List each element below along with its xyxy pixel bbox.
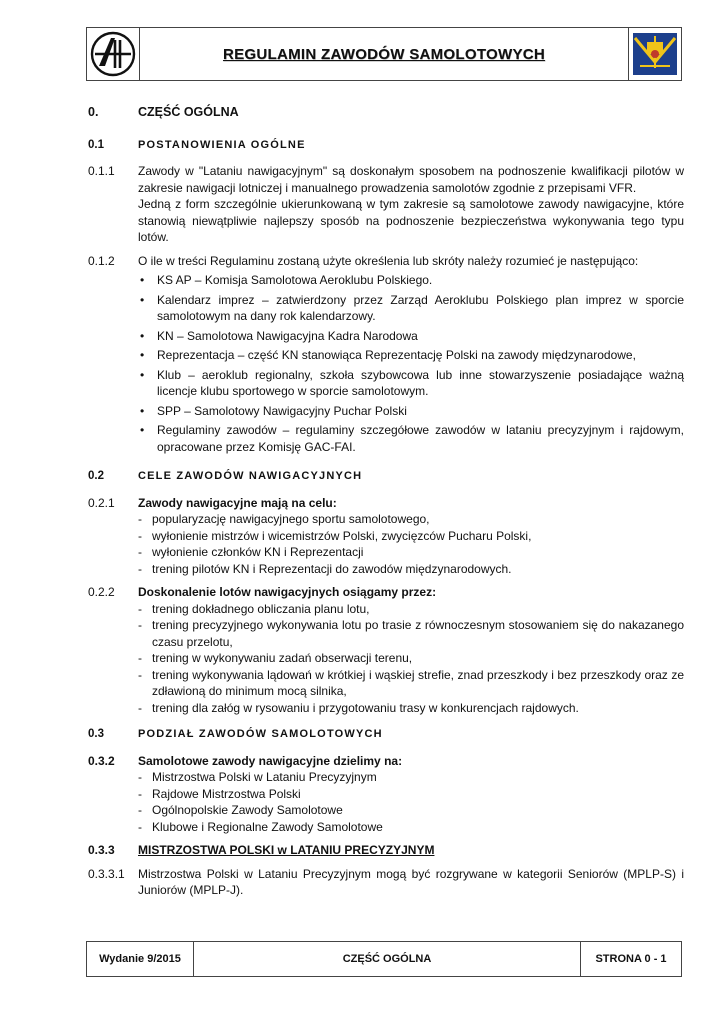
list-item-text: trening pilotów KN i Reprezentacji do zawodów międzynarodowych. [152, 561, 512, 576]
list-item: • KN – Samolotowa Nawigacyjna Kadra Narodowa [140, 328, 418, 343]
list-item-text: Mistrzostwa Polski w Lataniu Precyzyjnym [152, 770, 377, 784]
paragraph-number: 0.1.2 [88, 253, 115, 268]
list-item-text: Rajdowe Mistrzostwa Polski [152, 786, 301, 801]
paragraph-0-1-2 [88, 253, 684, 459]
list-item-text: trening wykonywania lądowań w krótkiej i wąskiej strefie, znad przeszkody i bez przeszkody oraz ze zdławioną do minimum mocą silnika, [152, 667, 684, 698]
list-item-text: Reprezentacja – część KN stanowiąca Reprezentację Polski na zawody międzynarodowe, [157, 348, 636, 362]
section-title: POSTANOWIENIA OGÓLNE [138, 138, 306, 151]
list-item: - Ogólnopolskie Zawody Samolotowe [138, 803, 343, 817]
paragraph-number: 0.1.1 [88, 164, 115, 178]
list-item: • KS AP – Komisja Samolotowa Aeroklubu Polskiego. [140, 273, 433, 287]
section-title: CZĘŚĆ OGÓLNA [138, 105, 239, 119]
section-number: 0.3 [88, 728, 104, 740]
paragraph-heading: Zawody nawigacyjne mają na celu: [138, 495, 337, 510]
list-item: - trening dokładnego obliczania planu lotu, [138, 601, 370, 616]
paragraph-text: Jedną z form szczególnie ukierunkowaną w tym zakresie są samolotowe zawody nawigacyjne, które stanowią niewątpliwie najlepszy sposób na podnoszenie bezpieczeństwa wykonywania tego typu lotów. [138, 197, 684, 244]
list-item-text: KN – Samolotowa Nawigacyjna Kadra Narodowa [157, 328, 418, 343]
paragraph-number: 0.3.3.1 [88, 866, 125, 881]
section-title: PODZIAŁ ZAWODÓW SAMOLOTOWYCH [138, 728, 383, 740]
document-body [88, 104, 684, 906]
aeroclub-logo [87, 28, 140, 80]
section-0-2-heading [88, 468, 684, 485]
list-item: • Reprezentacja – część KN stanowiąca Reprezentację Polski na zawody międzynarodowe, [140, 348, 636, 362]
list-item: - Rajdowe Mistrzostwa Polski [138, 786, 301, 801]
paragraph-text: Mistrzostwa Polski w Lataniu Precyzyjnym mogą być rozgrywane w kategorii Seniorów (MPLP-S) i Juniorów (MPLP-J). [138, 866, 684, 897]
list-item: • SPP – Samolotowy Nawigacyjny Puchar Polski [140, 403, 407, 418]
list-item: • Klub – aeroklub regionalny, szkoła szybowcowa lub inne stowarzyszenie posiadające ważną licencje klubu sportowego w sporcie samolotowym. [140, 367, 684, 398]
list-item: • Kalendarz imprez – zatwierdzony przez Zarząd Aeroklubu Polskiego plan imprez w sporcie samolotowym na dany rok kalendarzowy. [140, 292, 684, 323]
list-item-text: KS AP – Komisja Samolotowa Aeroklubu Polskiego. [157, 273, 433, 287]
paragraph-text: Zawody w "Lataniu nawigacyjnym" są doskonałym sposobem na podnoszenie kwalifikacji pilotów w zakresie nawigacji lotniczej i manualnego prowadzenia samolotów zgodnie z przepisami VFR. [138, 164, 684, 195]
paragraph-0-3-3-1 [88, 866, 684, 899]
section-number: 0.1 [88, 138, 104, 151]
list-item-text: Ogólnopolskie Zawody Samolotowe [152, 803, 343, 817]
page-header [86, 27, 682, 81]
paragraph-number: 0.3.3 [88, 843, 115, 857]
list-item: - wyłonienie członków KN i Reprezentacji [138, 545, 364, 559]
list-item-text: trening dokładnego obliczania planu lotu, [152, 601, 370, 616]
list-item: - Mistrzostwa Polski w Lataniu Precyzyjnym [138, 770, 377, 784]
list-item-text: Klub – aeroklub regionalny, szkoła szybowcowa lub inne stowarzyszenie posiadające ważną licencje klubu sportowego w sporcie samolotowym. [157, 367, 684, 398]
section-0-1-heading [88, 137, 684, 154]
list-item: • Regulaminy zawodów – regulaminy szczegółowe zawodów w lataniu precyzyjnym i rajdowym, opracowane przez Komisję GAC-FAI. [140, 423, 684, 454]
list-item: - popularyzację nawigacyjnego sportu samolotowego, [138, 512, 430, 526]
paragraph-heading: Samolotowe zawody nawigacyjne dzielimy na: [138, 753, 403, 768]
list-item-text: Regulaminy zawodów – regulaminy szczegółowe zawodów w lataniu precyzyjnym i rajdowym, opracowane przez Komisję GAC-FAI. [157, 423, 684, 454]
part-label: CZĘŚĆ OGÓLNA [194, 942, 581, 976]
section-number: 0.2 [88, 470, 104, 482]
list-item: - trening wykonywania lądowań w krótkiej i wąskiej strefie, znad przeszkody i bez przeszkody oraz ze zdławioną do minimum mocą silnika, [138, 667, 684, 698]
paragraph-0-2-2 [88, 584, 684, 716]
edition-label: Wydanie 9/2015 [87, 942, 194, 976]
paragraph-0-1-1 [88, 163, 684, 246]
paragraph-0-3-2 [88, 753, 684, 836]
list-item-text: popularyzację nawigacyjnego sportu samolotowego, [152, 512, 430, 526]
list-item-text: trening dla załóg w rysowaniu i przygotowaniu trasy w konkurencjach rajdowych. [152, 700, 579, 715]
paragraph-number: 0.2.1 [88, 495, 115, 510]
emblem-logo [628, 28, 681, 80]
paragraph-heading: MISTRZOSTWA POLSKI w LATANIU PRECYZYJNYM [138, 843, 435, 857]
section-0-3-heading [88, 726, 684, 743]
list-item: - trening pilotów KN i Reprezentacji do zawodów międzynarodowych. [138, 561, 512, 576]
emblem-icon [632, 32, 678, 76]
list-item-text: wyłonienie członków KN i Reprezentacji [152, 545, 364, 559]
list-item: - trening dla załóg w rysowaniu i przygotowaniu trasy w konkurencjach rajdowych. [138, 700, 579, 715]
list-item-text: Klubowe i Regionalne Zawody Samolotowe [152, 819, 383, 834]
paragraph-heading: Doskonalenie lotów nawigacyjnych osiągamy przez: [138, 585, 437, 599]
section-0-heading [88, 104, 684, 121]
section-title: CELE ZAWODÓW NAWIGACYJNYCH [138, 470, 363, 482]
list-item: - trening w wykonywaniu zadań obserwacji terenu, [138, 651, 413, 665]
list-item-text: Kalendarz imprez – zatwierdzony przez Zarząd Aeroklubu Polskiego plan imprez w sporcie samolotowym na dany rok kalendarzowy. [157, 292, 684, 323]
page-footer [86, 941, 682, 977]
list-item-text: wyłonienie mistrzów i wicemistrzów Polski, zwycięzców Pucharu Polski, [152, 528, 532, 543]
aeroclub-logo-icon [87, 28, 139, 80]
list-item: - trening precyzyjnego wykonywania lotu po trasie z równoczesnym stosowaniem się do nakazanego czasu przelotu, [138, 618, 684, 649]
paragraph-0-3-3 [88, 842, 684, 859]
list-item-text: SPP – Samolotowy Nawigacyjny Puchar Polski [157, 403, 407, 418]
paragraph-number: 0.2.2 [88, 585, 115, 599]
paragraph-number: 0.3.2 [88, 753, 115, 768]
section-number: 0. [88, 105, 99, 119]
list-item: - wyłonienie mistrzów i wicemistrzów Polski, zwycięzców Pucharu Polski, [138, 528, 532, 543]
paragraph-0-2-1 [88, 495, 684, 578]
paragraph-text: O ile w treści Regulaminu zostaną użyte określenia lub skróty należy rozumieć je następująco: [138, 253, 639, 268]
document-title: REGULAMIN ZAWODÓW SAMOLOTOWYCH [222, 45, 546, 63]
list-item: - Klubowe i Regionalne Zawody Samolotowe [138, 819, 383, 834]
page-number: STRONA 0 - 1 [595, 953, 667, 965]
list-item-text: trening precyzyjnego wykonywania lotu po trasie z równoczesnym stosowaniem się do nakazanego czasu przelotu, [152, 618, 684, 649]
list-item-text: trening w wykonywaniu zadań obserwacji terenu, [152, 651, 413, 665]
